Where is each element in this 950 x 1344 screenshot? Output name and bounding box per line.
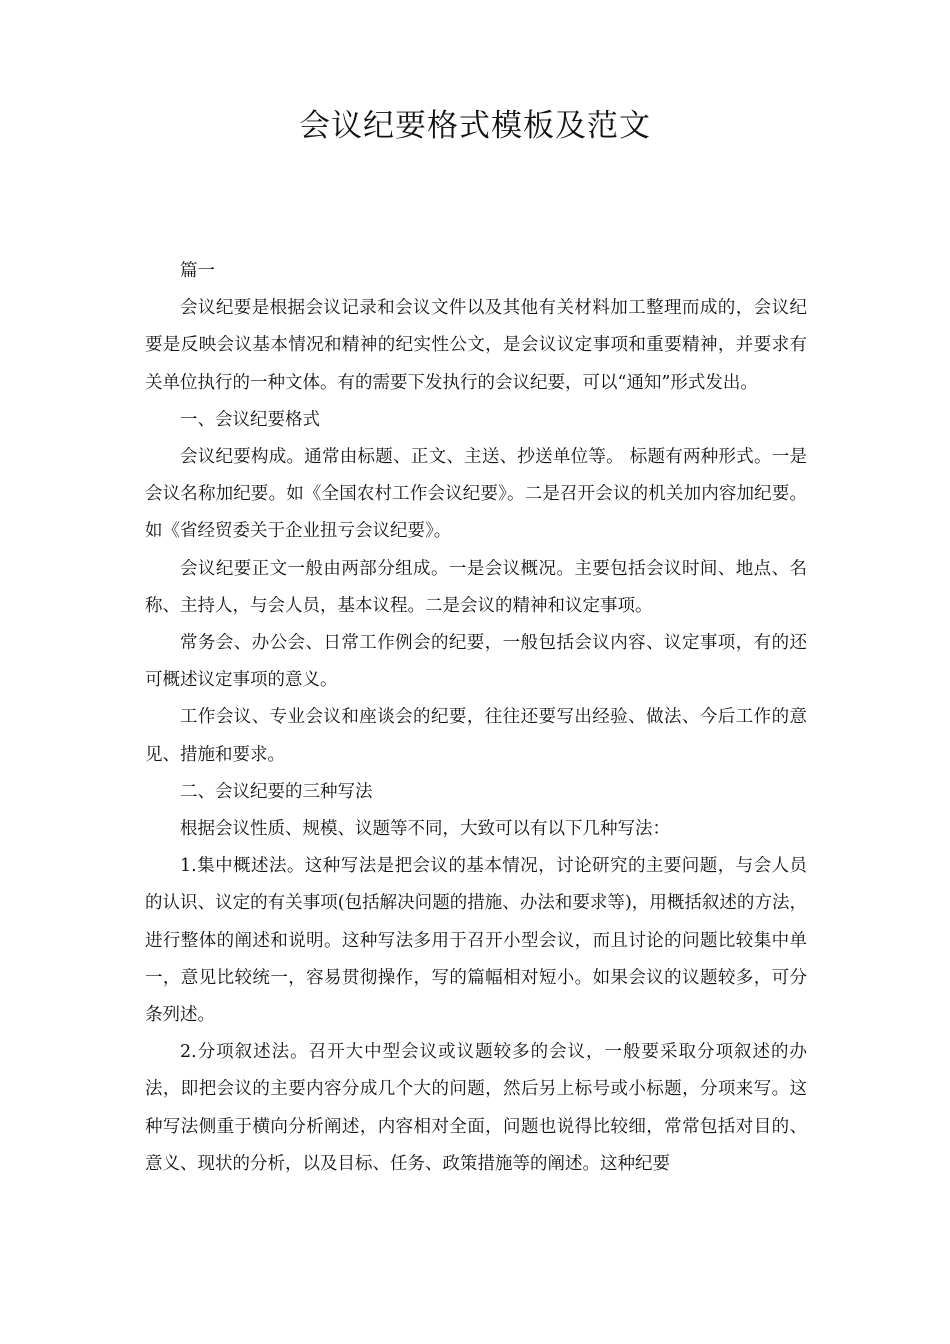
paragraph-methods-intro: 根据会议性质、规模、议题等不同，大致可以有以下几种写法：: [180, 819, 670, 840]
paragraph-body-parts: 会议纪要正文一般由两部分组成。一是会议概况。主要包括会议时间、地点、名称、主持人，与会人员，基本议程。二是会议的精神和议定事项。: [145, 558, 807, 616]
paragraph-routine-meetings: 常务会、办公会、日常工作例会的纪要，一般包括会议内容、议定事项，有的还可概述议定事项的意义。: [145, 633, 807, 691]
paragraph-composition: 会议纪要构成。通常由标题、正文、主送、抄送单位等。 标题有两种形式。一是会议名称加纪要。如《全国农村工作会议纪要》。二是召开会议的机关加内容加纪要。如《省经贸委关于企业扭亏会议纪要》。: [145, 447, 807, 542]
document-title: 会议纪要格式模板及范文: [299, 108, 651, 144]
paragraph-section-label: 篇一: [180, 261, 215, 281]
paragraph-method-2: 2.分项叙述法。召开大中型会议或议题较多的会议，一般要采取分项叙述的办法，即把会议的主要内容分成几个大的问题，然后另上标号或小标题，分项来写。这种写法侧重于横向分析阐述，内容相对全面，问题也说得比较细，常常包括对目的、意义、现状的分析，以及目标、任务、政策措施等的阐述。这种纪要: [145, 1042, 807, 1174]
document-body: [145, 253, 807, 1183]
paragraph-method-1: 1.集中概述法。这种写法是把会议的基本情况，讨论研究的主要问题，与会人员的认识、议定的有关事项(包括解决问题的措施、办法和要求等)，用概括叙述的方法，进行整体的阐述和说明。这种写法多用于召开小型会议，而且讨论的问题比较集中单一，意见比较统一，容易贯彻操作，写的篇幅相对短小。如果会议的议题较多，可分条列述。: [145, 856, 807, 1026]
paragraph-intro: 会议纪要是根据会议记录和会议文件以及其他有关材料加工整理而成的，会议纪要是反映会议基本情况和精神的纪实性公文，是会议议定事项和重要精神，并要求有关单位执行的一种文体。有的需要下发执行的会议纪要，可以“通知”形式发出。: [145, 298, 807, 393]
paragraph-work-meetings: 工作会议、专业会议和座谈会的纪要，往往还要写出经验、做法、今后工作的意见、措施和要求。: [145, 707, 807, 765]
heading-format: 一、会议纪要格式: [180, 409, 320, 430]
heading-writing-methods: 二、会议纪要的三种写法: [180, 781, 373, 802]
